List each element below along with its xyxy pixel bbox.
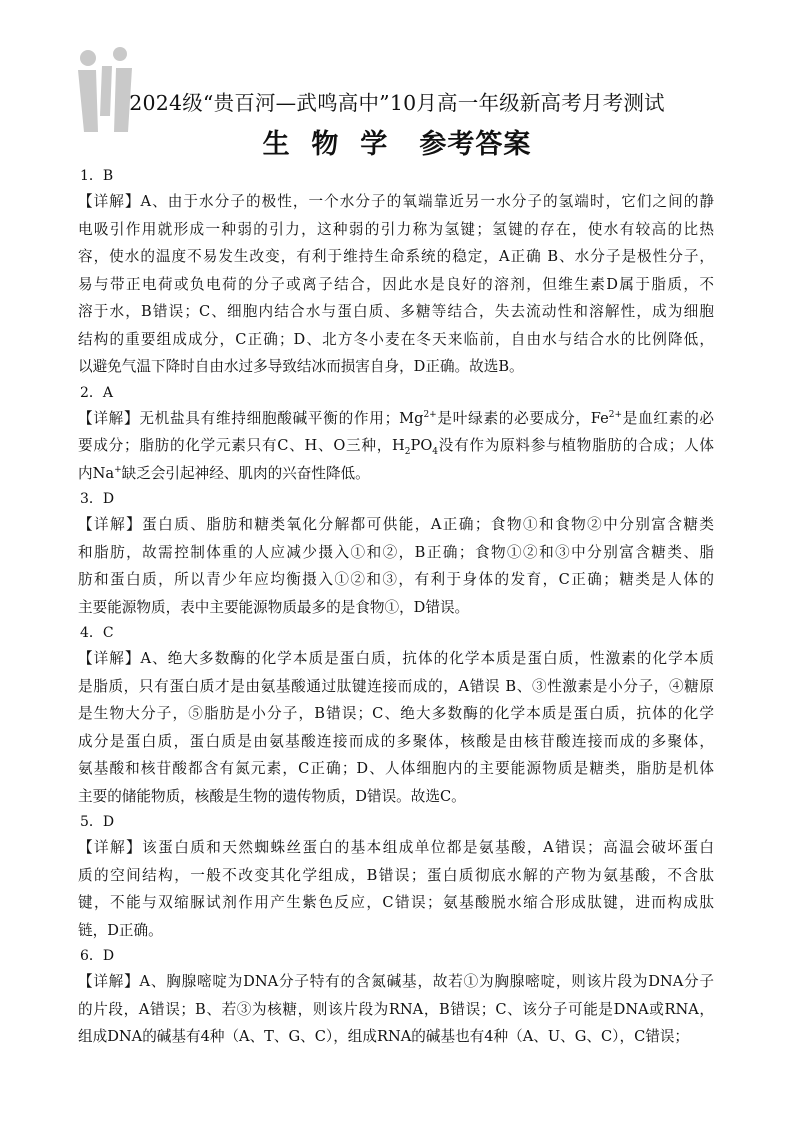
answer-line: 溶于水，B错误；C、细胞内结合水与蛋白质、多糖等结合，失去流动性和溶解性，成为细胞 — [78, 303, 714, 320]
question-number: 3．D — [80, 491, 115, 507]
answer-line: 易与带正电荷或负电荷的分子或离子结合，因此水是良好的溶剂，但维生素D属于脂质，不 — [78, 275, 714, 293]
question-number: 1．B — [80, 168, 114, 184]
answer-line: 容，使水的温度不易发生改变，有利于维持生命系统的稳定，A正确 B、水分子是极性分子， — [78, 248, 714, 265]
superscript: 2+ — [608, 409, 623, 420]
answer-line: 要成分；脂肪的化学元素只有C、H、O三种，$H_2PO_4$没有作为原料参与植物脂肪的合成；人体 — [78, 437, 714, 457]
superscript: 2+ — [423, 409, 437, 420]
question-6 — [78, 944, 714, 1051]
question-4 — [78, 621, 714, 810]
question-number: 5．D — [80, 814, 115, 830]
document-title: 2024级“贵百河—武鸣高中”10月高一年级新高考月考测试 — [129, 91, 665, 115]
question-2 — [78, 381, 714, 488]
answer-line: 肪和蛋白质，所以青少年应均衡摄入①②和③，有利于身体的发育，C正确；糖类是人体的 — [78, 571, 714, 588]
answer-line: 【详解】无机盐具有维持细胞酸碱平衡的作用；$Mg^{2+}$是叶绿素的必要成分，$Fe^{2+}$是血红素的必 — [78, 409, 714, 427]
answer-line: 键，不能与双缩脲试剂作用产生紫色反应，C错误；氨基酸脱水缩合形成肽键，进而构成肽 — [78, 894, 714, 911]
subscript: 2 — [404, 446, 411, 457]
question-number: 2．A — [80, 384, 114, 401]
answer-line: 【详解】A、绝大多数酶的化学本质是蛋白质，抗体的化学本质是蛋白质，性激素的化学本质 — [78, 650, 714, 667]
superscript: + — [114, 464, 122, 475]
answer-line: 【详解】A、由于水分子的极性，一个水分子的氧端靠近另一水分子的氢端时，它们之间的静 — [78, 193, 714, 210]
question-number: 4．C — [80, 625, 114, 641]
answer-line: 是脂质，只有蛋白质才是由氨基酸通过肽键连接而成的，A错误 B、③性激素是小分子，④糖原 — [78, 677, 714, 695]
answer-line: 【详解】A、胸腺嘧啶为DNA分子特有的含氮碱基，故若①为胸腺嘧啶，则该片段为DNA分子 — [78, 973, 714, 990]
answer-line: 结构的重要组成成分，C正确；D、北方冬小麦在冬天来临前，自由水与结合水的比例降低， — [78, 330, 714, 348]
answer-line: 内Na+缺乏会引起神经、肌肉的兴奋性降低。 — [78, 464, 370, 482]
question-number: 6．D — [80, 948, 115, 964]
subscript: 4 — [432, 446, 439, 457]
question-3 — [78, 487, 714, 621]
document-subtitle: 生 物 学 参考答案 — [262, 129, 532, 160]
answer-line: 主要的储能物质，核酸是生物的遗传物质，D错误。故选C。 — [78, 787, 466, 805]
answer-line: 以避免气温下降时自由水过多导致结冰而损害自身，D正确。故选B。 — [78, 358, 524, 375]
answer-line: 【详解】该蛋白质和天然蜘蛛丝蛋白的基本组成单位都是氨基酸，A错误；高温会破坏蛋白 — [78, 839, 714, 856]
answer-line: 是生物大分子，⑤脂肪是小分子，B错误；C、绝大多数酶的化学本质是蛋白质，抗体的化学 — [78, 705, 714, 722]
answer-line: 电吸引作用就形成一种弱的引力，这种弱的引力称为氢键；氢键的存在，使水有较高的比热 — [78, 220, 714, 238]
answer-line: 质的空间结构，一般不改变其化学组成，B错误；蛋白质彻底水解的产物为氨基酸，不含肽 — [78, 866, 714, 884]
answer-line: 主要能源物质，表中主要能源物质最多的是食物①，D错误。 — [78, 598, 470, 616]
question-1 — [78, 164, 714, 381]
answer-line: 成分是蛋白质，蛋白质是由氨基酸连接而成的多聚体，核酸是由核苷酸连接而成的多聚体， — [78, 732, 714, 750]
answer-line: 组成DNA的碱基有4种（A、T、G、C），组成RNA的碱基也有4种（A、U、G、C），C错误； — [78, 1028, 690, 1045]
question-5 — [78, 810, 714, 944]
answer-line: 【详解】蛋白质、脂肪和糖类氧化分解都可供能，A正确；食物①和食物②中分别富含糖类 — [78, 516, 714, 533]
answer-line: 氨基酸和核苷酸都含有氮元素，C正确；D、人体细胞内的主要能源物质是糖类，脂肪是机体 — [78, 760, 714, 777]
answer-line: 的片段，A错误；B、若③为核糖，则该片段为RNA，B错误；C、该分子可能是DNA或RNA， — [78, 1000, 714, 1018]
answer-line: 链，D正确。 — [78, 921, 163, 939]
answer-line: 和脂肪，故需控制体重的人应减少摄入①和②，B正确；食物①②和③中分别富含糖类、脂 — [78, 543, 714, 561]
answer-body — [78, 164, 714, 1051]
